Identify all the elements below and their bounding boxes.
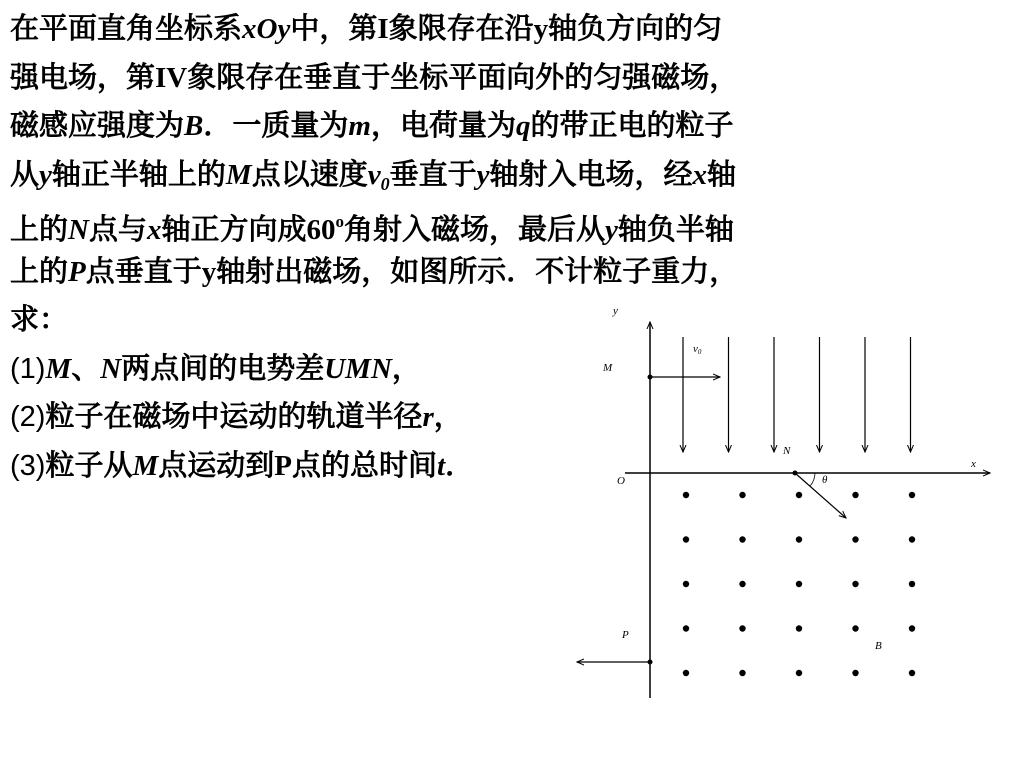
text-run: 轴射入电场，经 (489, 156, 693, 191)
electric-field-arrows (683, 337, 911, 452)
text-run: 轴正方向成 (161, 212, 307, 246)
magnetic-field-dot (683, 581, 689, 587)
math-variable: UMN (324, 352, 392, 385)
magnetic-field-dot (683, 536, 689, 542)
angle-label: θ (822, 474, 828, 486)
point-n-label: N (783, 445, 791, 457)
math-variable: M (132, 449, 159, 482)
math-variable: P (68, 255, 86, 288)
magnetic-field-dot (852, 625, 858, 631)
math-variable: x (692, 158, 707, 191)
symbol: 60$^o$ (306, 212, 344, 246)
magnetic-field-dot (739, 492, 745, 498)
question-number: (2) (10, 401, 46, 433)
symbol: y (533, 13, 549, 45)
text-run: 点垂直于 (85, 253, 202, 288)
magnetic-field-dot (909, 625, 915, 631)
text-run: ，电荷量为 (370, 108, 516, 142)
magnetic-field-dot (852, 670, 858, 676)
velocity-label: v0 (693, 343, 702, 356)
text-run: 轴 (707, 156, 737, 191)
math-variable: y (476, 158, 490, 191)
field-b-label: B (875, 640, 882, 652)
text-run: 轴负半轴 (617, 212, 734, 246)
magnetic-field-dot (683, 625, 689, 631)
text-run: 粒子在磁场中运动的轨道半径 (45, 399, 423, 433)
magnetic-field-dot (796, 536, 802, 542)
magnetic-field-dot (852, 536, 858, 542)
entry-velocity-arrow (795, 473, 846, 518)
text-run: 两点间的电势差 (121, 350, 325, 385)
text-run: 、 (71, 350, 101, 385)
magnetic-field-dot (909, 536, 915, 542)
magnetic-field-dot (739, 670, 745, 676)
symbol: P (274, 449, 292, 482)
text-run: 点运动到 (158, 447, 275, 482)
magnetic-field-dot (739, 581, 745, 587)
x-axis-label: x (971, 458, 976, 470)
magnetic-field-dot (909, 670, 915, 676)
text-run: ， (391, 350, 421, 385)
text-run: 点的总时间 (292, 447, 438, 482)
math-variable: M (225, 158, 252, 191)
text-run: 强电场，第 (10, 59, 156, 94)
origin-label: O (617, 475, 625, 487)
text-run: 点以速度 (251, 156, 368, 191)
angle-arc (810, 473, 815, 486)
text-run: 角射入磁场，最后从 (344, 212, 606, 246)
magnetic-field-dot (739, 625, 745, 631)
math-variable: x (146, 214, 162, 246)
math-variable: N (100, 352, 122, 385)
question-number: (3) (10, 449, 46, 482)
text-run: ．一质量为 (203, 108, 349, 142)
magnetic-field-dot (909, 492, 915, 498)
symbol: IV (155, 61, 188, 94)
symbol: y (201, 255, 217, 288)
magnetic-field-dot (909, 581, 915, 587)
text-run: 磁感应强度为 (10, 108, 185, 142)
text-run: 点与 (88, 212, 147, 246)
text-run: ， (433, 399, 463, 433)
symbol: I (377, 13, 389, 45)
math-variable: y (605, 214, 618, 246)
text-run: 象限存在沿 (388, 11, 534, 45)
point-p-label: P (622, 629, 629, 641)
math-variable: t (437, 449, 446, 482)
math-variable: $v_0$ (367, 158, 390, 194)
text-run: 垂直于 (389, 156, 477, 191)
text-run: 轴正半轴上的 (51, 156, 226, 191)
text-run: 轴负方向的匀 (548, 11, 723, 45)
question-number: (1) (10, 352, 46, 385)
text-run: 上的 (10, 253, 69, 288)
magnetic-field-dot (796, 581, 802, 587)
magnetic-field-dot (739, 536, 745, 542)
magnetic-field-dot (683, 492, 689, 498)
text-run: 的带正电的粒子 (530, 108, 734, 142)
magnetic-field-dot (852, 492, 858, 498)
magnetic-field-dot (796, 670, 802, 676)
text-run: 上的 (10, 212, 69, 246)
math-variable: xOy (242, 13, 291, 45)
text-run: 粒子从 (45, 447, 133, 482)
math-variable: m (348, 110, 371, 142)
math-variable: M (45, 352, 72, 385)
text-run: 象限存在垂直于坐标平面向外的匀强磁场， (187, 59, 739, 94)
text-run: 在平面直角坐标系 (10, 11, 243, 45)
math-variable: r (422, 401, 434, 433)
magnetic-field-dot (796, 625, 802, 631)
text-run: 从 (10, 156, 40, 191)
text-run: ． (445, 447, 475, 482)
magnetic-field-dot (796, 492, 802, 498)
text-run: 轴射出磁场，如图所示．不计粒子重力， (216, 253, 739, 288)
magnetic-field-dot (852, 581, 858, 587)
math-variable: N (68, 214, 89, 246)
text-run: 中，第 (290, 11, 378, 45)
text-run: 求： (10, 302, 69, 336)
math-variable: B (184, 110, 204, 142)
point-m-label: M (603, 362, 613, 374)
math-variable: y (39, 158, 52, 191)
magnetic-field-dot (683, 670, 689, 676)
y-axis-label: y (613, 305, 618, 317)
math-variable: q (515, 110, 531, 142)
